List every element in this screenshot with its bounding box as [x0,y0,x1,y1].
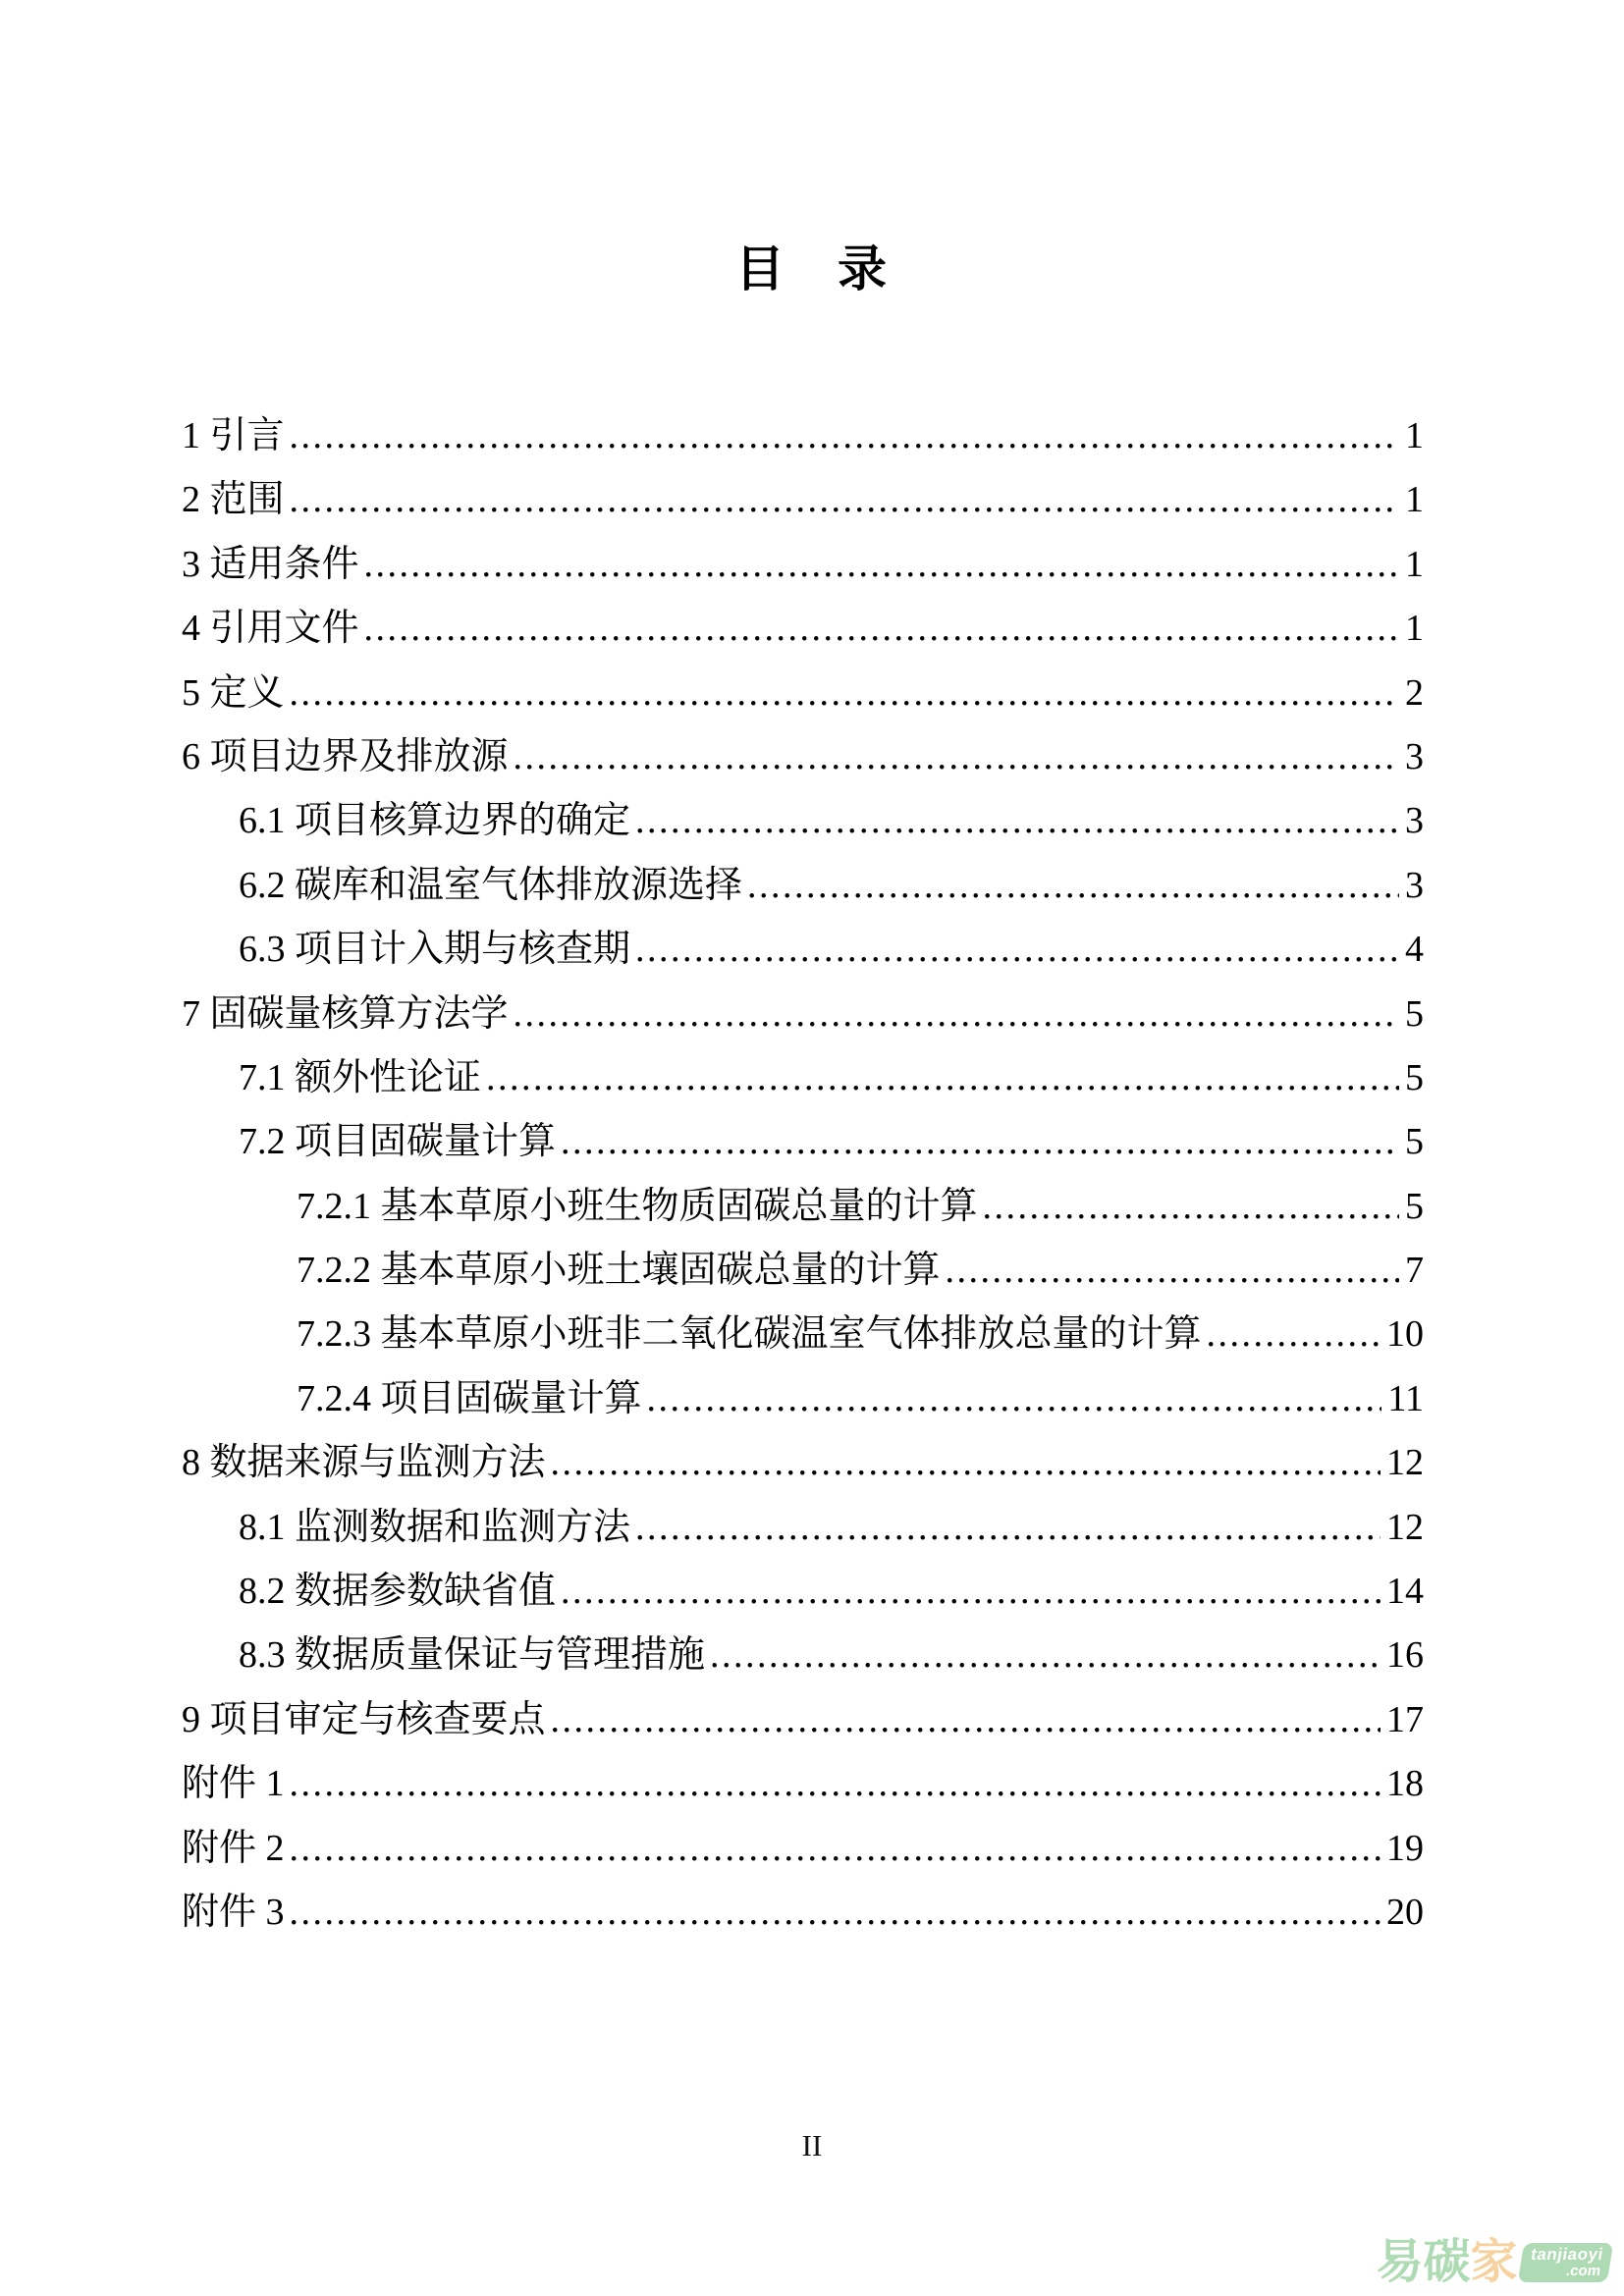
dot-leader [290,1752,1380,1816]
dot-leader [290,1817,1380,1881]
dot-leader [551,1688,1380,1752]
toc-entry [182,1239,1424,1303]
toc-entry-label: 7.2.3 基本草原小班非二氧化碳温室气体排放总量的计算 [297,1313,1202,1356]
toc-entry [182,725,1424,789]
toc-entry-page-number: 1 [1405,415,1424,456]
toc-entry-page-number: 10 [1386,1313,1424,1356]
dot-leader [364,597,1399,661]
toc-entry [182,404,1424,468]
toc-entry-page-number: 5 [1405,1121,1424,1163]
toc-entry-label: 2 范围 [182,479,285,521]
toc-entry [182,533,1424,597]
dot-leader [561,1560,1380,1624]
footer-page-number: II [801,2128,823,2163]
toc-entry-page-number: 18 [1386,1763,1424,1805]
toc-entry [182,983,1424,1046]
toc-entry-page-number: 2 [1405,671,1424,714]
dot-leader [1207,1303,1380,1366]
toc-entry-label: 9 项目审定与核查要点 [182,1698,546,1740]
toc-entry-label: 8.3 数据质量保证与管理措施 [239,1634,706,1677]
dot-leader [514,983,1399,1046]
toc-entry [182,1817,1424,1881]
dot-leader [747,854,1399,918]
dot-leader [290,404,1399,468]
dot-leader [514,725,1399,789]
toc-entry-label: 6.3 项目计入期与核查期 [239,929,631,971]
toc-entry [182,1110,1424,1174]
dot-leader [561,1110,1399,1174]
toc-entry-page-number: 3 [1405,864,1424,906]
toc-entry-label: 8 数据来源与监测方法 [182,1442,546,1484]
toc-entry-page-number: 1 [1405,608,1424,650]
toc-entry [182,1175,1424,1239]
toc-entry-page-number: 4 [1405,929,1424,971]
toc-list [182,404,1424,1945]
toc-entry-label: 6.2 碳库和温室气体排放源选择 [239,864,743,906]
dot-leader [290,1881,1380,1945]
dot-leader [290,662,1399,725]
toc-entry-page-number: 5 [1405,1056,1424,1098]
toc-entry-page-number: 3 [1405,800,1424,842]
dot-leader [635,918,1399,982]
toc-entry-label: 5 定义 [182,671,285,714]
dot-leader [983,1175,1399,1239]
toc-entry [182,1367,1424,1431]
dot-leader [486,1046,1399,1110]
toc-entry-page-number: 3 [1405,735,1424,777]
toc-entry [182,1881,1424,1945]
toc-entry-page-number: 7 [1405,1250,1424,1292]
dot-leader [635,1496,1380,1560]
toc-entry-page-number: 12 [1386,1506,1424,1548]
watermark-char-jia: 家 [1470,2236,1518,2288]
toc-entry-page-number: 5 [1405,1185,1424,1227]
toc-entry-label: 6 项目边界及排放源 [182,735,509,777]
toc-entry-label: 1 引言 [182,415,285,456]
dot-leader [635,789,1399,853]
watermark-site-tld: .com [1564,2263,1601,2279]
toc-entry-label: 7.2 项目固碳量计算 [239,1121,557,1163]
toc-entry-label: 附件 2 [182,1827,285,1869]
toc-entry [182,1688,1424,1752]
toc-entry [182,1560,1424,1624]
toc-entry-label: 6.1 项目核算边界的确定 [239,800,631,842]
toc-entry [182,1624,1424,1687]
dot-leader [710,1624,1380,1687]
toc-entry [182,662,1424,725]
toc-entry-label: 8.2 数据参数缺省值 [239,1571,557,1613]
dot-leader [551,1431,1380,1495]
toc-entry-label: 附件 3 [182,1891,285,1933]
dot-leader [647,1367,1382,1431]
toc-entry [182,1431,1424,1495]
toc-entry-page-number: 12 [1386,1442,1424,1484]
watermark-site-name: tanjiaoyi [1529,2245,1604,2264]
toc-entry [182,597,1424,661]
toc-entry [182,1496,1424,1560]
toc-entry-page-number: 1 [1405,479,1424,521]
toc-entry-page-number: 19 [1386,1827,1424,1869]
toc-entry-page-number: 17 [1386,1698,1424,1740]
toc-entry-label: 7.2.4 项目固碳量计算 [297,1377,642,1419]
toc-entry-page-number: 16 [1386,1634,1424,1677]
tanjiaoyi-watermark-logo [1376,2237,1610,2288]
toc-entry-page-number: 11 [1387,1377,1424,1419]
dot-leader [290,468,1399,532]
toc-entry [182,1752,1424,1816]
toc-entry [182,918,1424,982]
toc-entry [182,1303,1424,1366]
toc-entry-label: 8.1 监测数据和监测方法 [239,1506,631,1548]
page-title: 目 录 [735,241,889,296]
dot-leader [946,1239,1399,1303]
watermark-char-tan: 碳 [1423,2236,1471,2288]
toc-entry-label: 7 固碳量核算方法学 [182,992,509,1035]
toc-entry [182,854,1424,918]
toc-entry-label: 7.1 额外性论证 [239,1056,482,1098]
toc-entry-label: 4 引用文件 [182,608,359,650]
watermark-site-badge [1517,2243,1613,2282]
dot-leader [364,533,1399,597]
toc-entry [182,789,1424,853]
toc-entry [182,1046,1424,1110]
toc-entry-page-number: 1 [1405,543,1424,585]
toc-entry [182,468,1424,532]
toc-entry-label: 7.2.1 基本草原小班生物质固碳总量的计算 [297,1185,978,1227]
toc-entry-label: 3 适用条件 [182,543,359,585]
watermark-char-yi: 易 [1376,2236,1424,2288]
toc-entry-page-number: 14 [1386,1571,1424,1613]
toc-entry-label: 附件 1 [182,1763,285,1805]
toc-entry-label: 7.2.2 基本草原小班土壤固碳总量的计算 [297,1250,941,1292]
toc-entry-page-number: 20 [1386,1891,1424,1933]
toc-entry-page-number: 5 [1405,992,1424,1035]
